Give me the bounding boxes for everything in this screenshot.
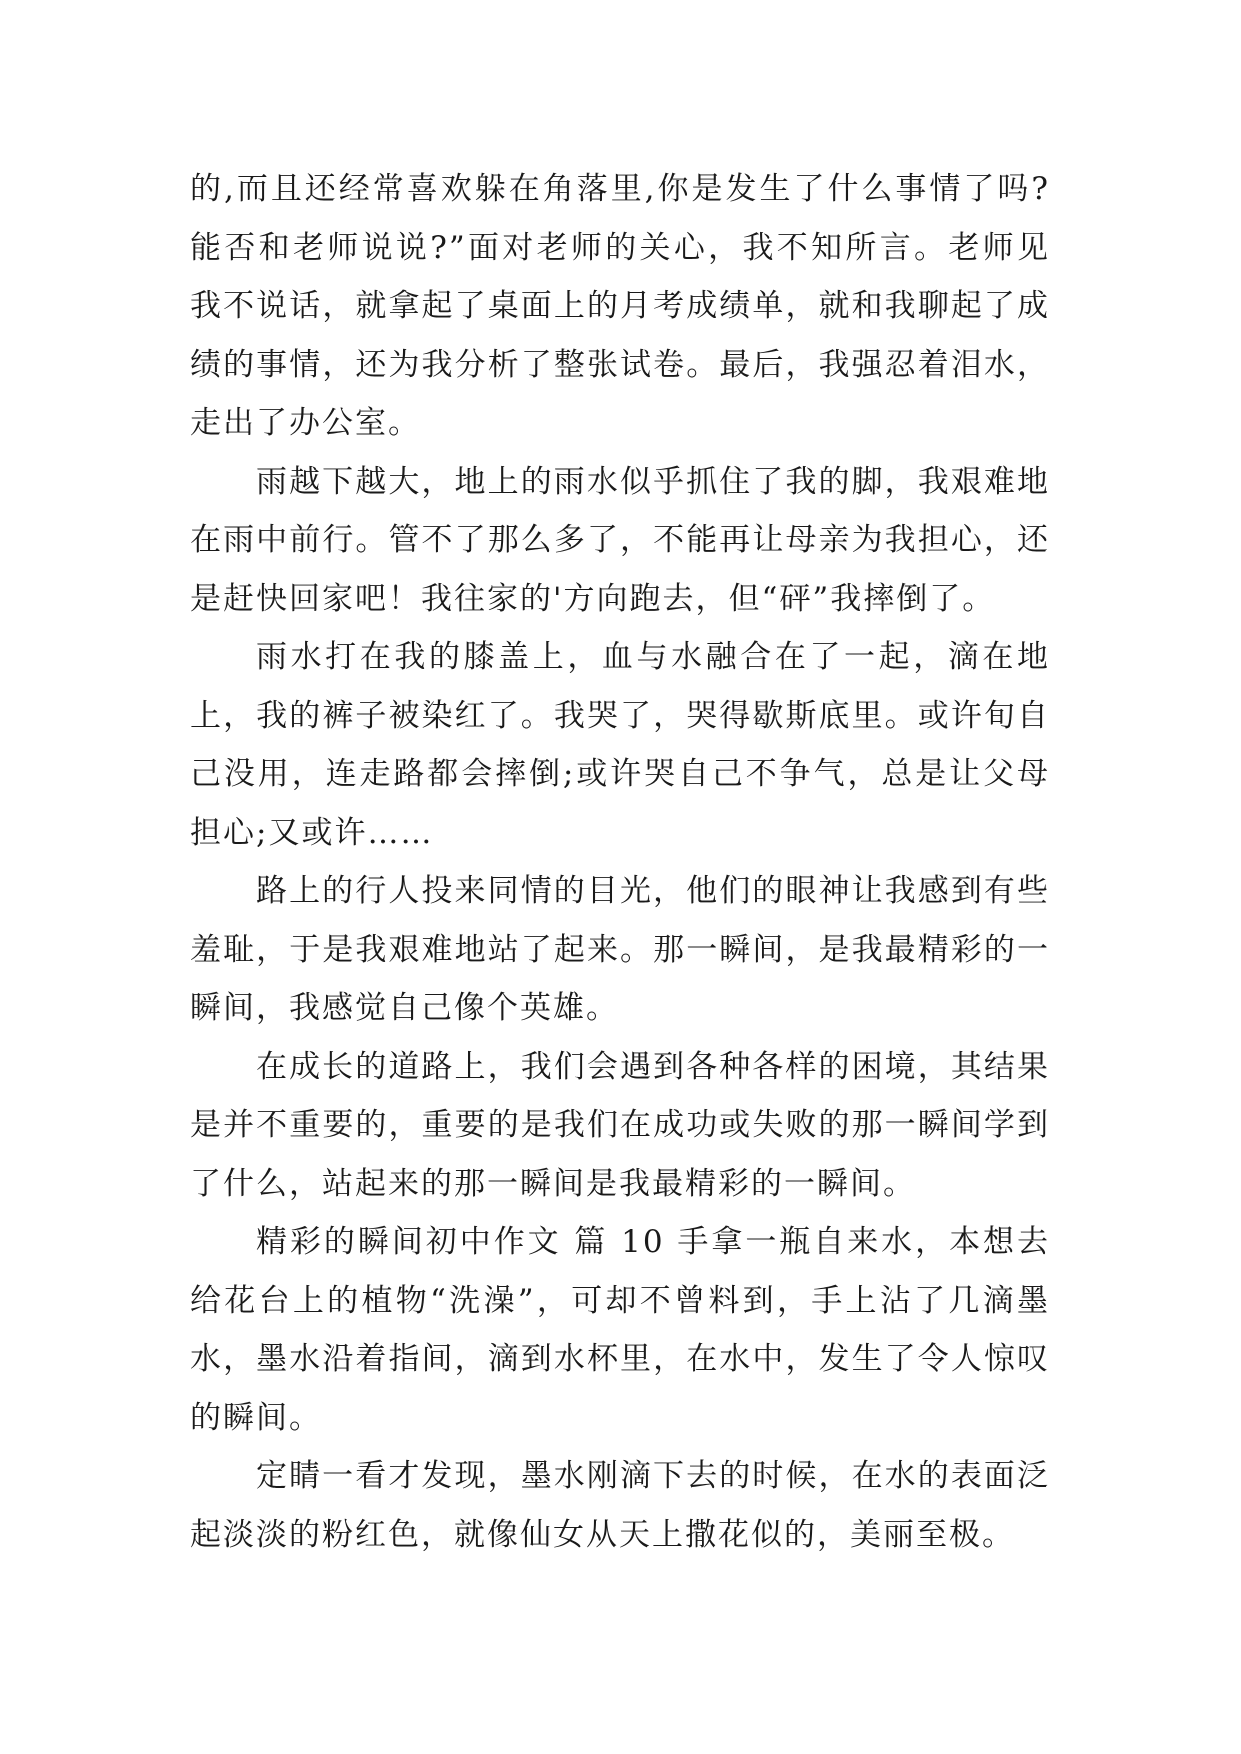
- paragraph-ink: 定睛一看才发现，墨水刚滴下去的时候，在水的表面泛起淡淡的粉红色，就像仙女从天上撒花似的，美丽至极。: [190, 1458, 1050, 1553]
- paragraph-continuation: 的,而且还经常喜欢躲在角落里,你是发生了什么事情了吗?能否和老师说说?”面对老师的关心，我不知所言。老师见我不说话，就拿起了桌面上的月考成绩单，就和我聊起了成绩的事情，还为我分析了整张试卷。最后，我强忍着泪水，走出了办公室。: [190, 171, 1050, 441]
- essay-body: [190, 160, 1050, 1564]
- paragraph-passersby: 路上的行人投来同情的目光，他们的眼神让我感到有些羞耻，于是我艰难地站了起来。那一瞬间，是我最精彩的一瞬间，我感觉自己像个英雄。: [190, 873, 1050, 1026]
- paragraph-knee: 雨水打在我的膝盖上，血与水融合在了一起，滴在地上，我的裤子被染红了。我哭了，哭得歇斯底里。或许旬自己没用，连走路都会摔倒;或许哭自己不争气，总是让父母担心;又或许……: [190, 639, 1050, 851]
- paragraph-growth: 在成长的道路上，我们会遇到各种各样的困境，其结果是并不重要的，重要的是我们在成功或失败的那一瞬间学到了什么，站起来的那一瞬间是我最精彩的一瞬间。: [190, 1048, 1050, 1202]
- paragraph-essay-10-start: 精彩的瞬间初中作文 篇 10 手拿一瓶自来水，本想去给花台上的植物“洗澡”，可却不曾料到，手上沾了几滴墨水，墨水沿着指间，滴到水杯里，在水中，发生了令人惊叹的瞬间。: [190, 1224, 1050, 1436]
- paragraph-rain: 雨越下越大，地上的雨水似乎抓住了我的脚，我艰难地在雨中前行。管不了那么多了，不能再让母亲为我担心，还是赶快回家吧！我往家的'方向跑去，但“砰”我摔倒了。: [190, 463, 1050, 617]
